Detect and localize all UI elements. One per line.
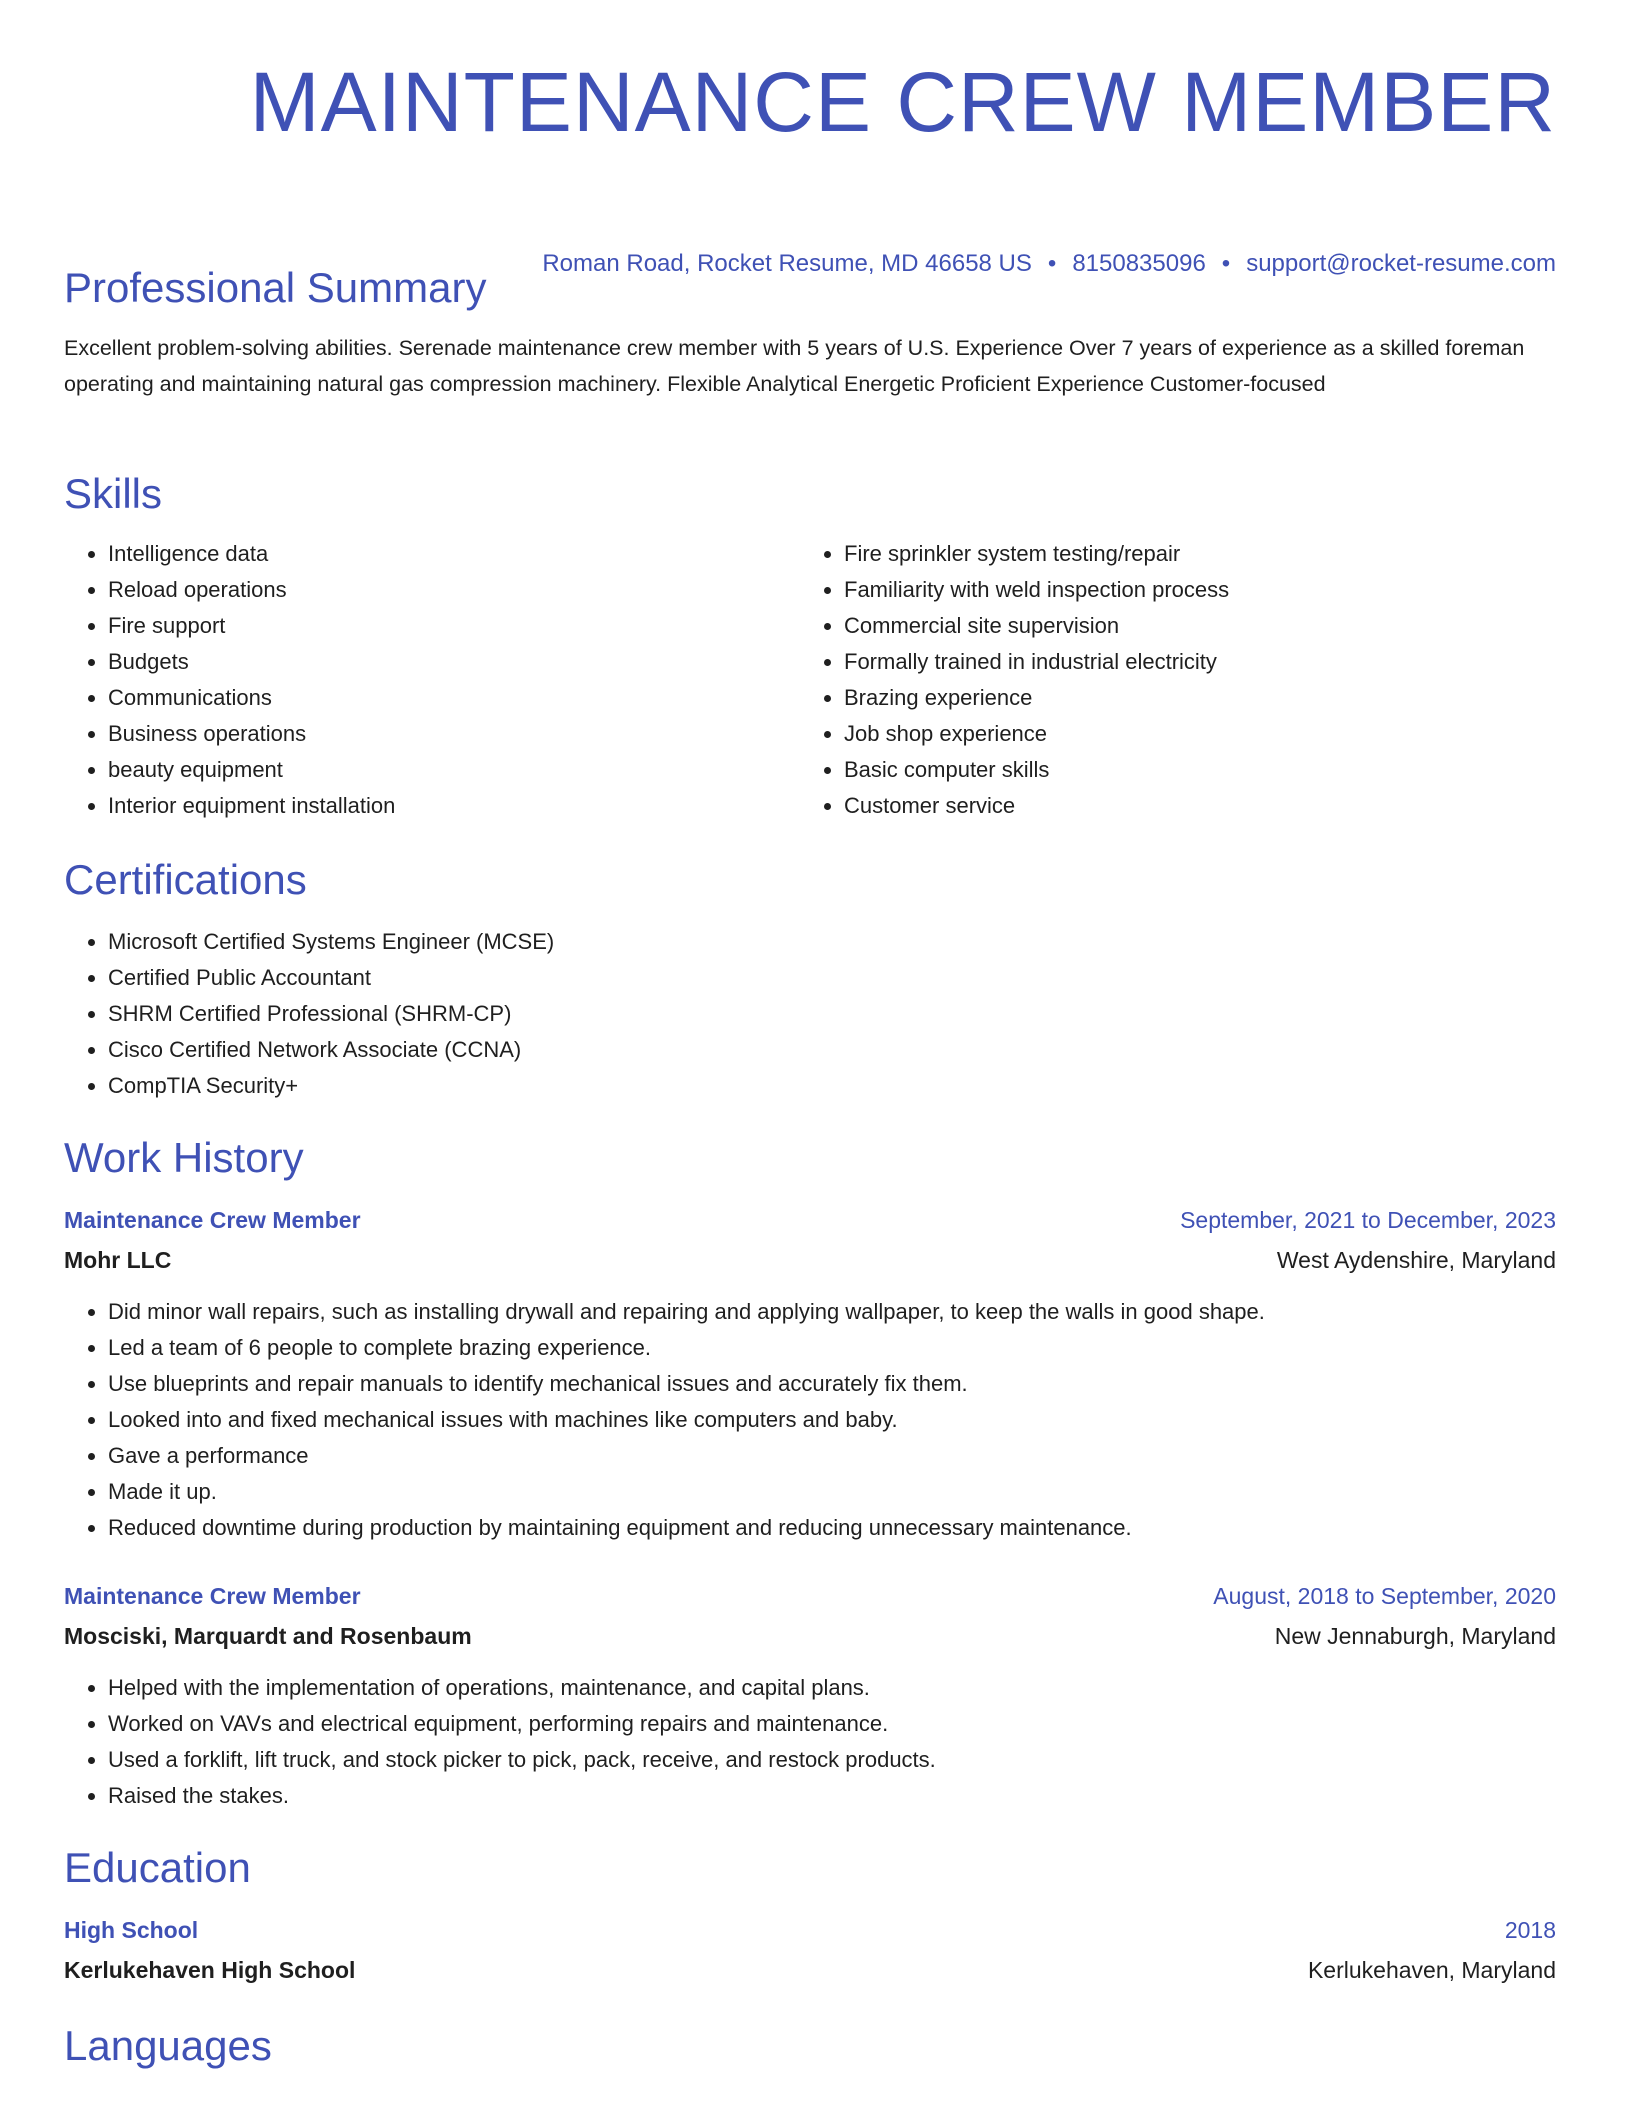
certification-item: • CompTIA Security+ xyxy=(108,1068,1108,1104)
skill-item: • Budgets xyxy=(108,644,808,680)
job-bullet: • Worked on VAVs and electrical equipment, performing repairs and maintenance. xyxy=(108,1706,1556,1742)
contact-phone: 8150835096 xyxy=(1072,250,1206,277)
education-school: Kerlukehaven High School xyxy=(64,1957,356,1983)
job-title: Maintenance Crew Member xyxy=(64,1583,361,1609)
summary-heading: Professional Summary xyxy=(64,264,487,311)
skill-item: • Business operations xyxy=(108,716,808,752)
summary-text: Excellent problem-solving abilities. Serenade maintenance crew member with 5 years of U.S. Experience Over 7 years of experience as a skilled foreman operating and maintaining natural gas compression machinery. Flexible Analytical Energetic Proficient Experience Customer-focused xyxy=(64,336,1525,396)
job-title: Maintenance Crew Member xyxy=(64,1207,361,1233)
job-company-row xyxy=(64,1616,1556,1656)
education-school-row xyxy=(64,1950,1556,1990)
skills-heading: Skills xyxy=(64,470,163,517)
job-bullet: • Did minor wall repairs, such as installing drywall and repairing and applying wallpaper, to keep the walls in good shape. xyxy=(108,1294,1556,1330)
resume-title: MAINTENANCE CREW MEMBER xyxy=(249,55,1556,149)
skill-item: • Formally trained in industrial electricity xyxy=(844,644,1544,680)
education-location: Kerlukehaven, Maryland xyxy=(1307,1957,1556,1983)
skills-list-right xyxy=(800,536,1544,824)
job-bullet: • Looked into and fixed mechanical issues with machines like computers and baby. xyxy=(108,1402,1556,1438)
skill-item: • Intelligence data xyxy=(108,536,808,572)
skill-item: • Fire support xyxy=(108,608,808,644)
certification-item: • Microsoft Certified Systems Engineer (MCSE) xyxy=(108,924,1108,960)
languages-heading: Languages xyxy=(64,2022,272,2069)
job-dates: August, 2018 to September, 2020 xyxy=(1213,1583,1556,1609)
skill-item: • Fire sprinkler system testing/repair xyxy=(844,536,1544,572)
skill-item: • Brazing experience xyxy=(844,680,1544,716)
certification-item: • Certified Public Accountant xyxy=(108,960,1108,996)
separator-dot: • xyxy=(1221,250,1231,277)
education-year: 2018 xyxy=(1504,1917,1556,1943)
job-header xyxy=(64,1576,1556,1616)
job-bullet: • Used a forklift, lift truck, and stock picker to pick, pack, receive, and restock products. xyxy=(108,1742,1556,1778)
job-bullet: • Reduced downtime during production by maintaining equipment and reducing unnecessary maintenance. xyxy=(108,1510,1556,1546)
skill-item: • Job shop experience xyxy=(844,716,1544,752)
job-bullet: • Use blueprints and repair manuals to identify mechanical issues and accurately fix them. xyxy=(108,1366,1556,1402)
job-location: West Aydenshire, Maryland xyxy=(1276,1247,1556,1273)
job-company-row xyxy=(64,1240,1556,1280)
skill-item: • Commercial site supervision xyxy=(844,608,1544,644)
job-bullets xyxy=(64,1670,1556,1814)
job-company: Mohr LLC xyxy=(64,1247,172,1273)
job-bullets xyxy=(64,1294,1556,1546)
job-bullet: • Gave a performance xyxy=(108,1438,1556,1474)
certifications-heading: Certifications xyxy=(64,856,307,903)
job-bullet: • Led a team of 6 people to complete brazing experience. xyxy=(108,1330,1556,1366)
job-bullet: • Helped with the implementation of operations, maintenance, and capital plans. xyxy=(108,1670,1556,1706)
education-degree: High School xyxy=(64,1917,199,1943)
job-dates: September, 2021 to December, 2023 xyxy=(1180,1207,1556,1233)
work-history-heading: Work History xyxy=(64,1134,304,1181)
certifications-list xyxy=(64,924,1108,1104)
job-bullet: • Made it up. xyxy=(108,1474,1556,1510)
skill-item: • Interior equipment installation xyxy=(108,788,808,824)
certification-item: • SHRM Certified Professional (SHRM-CP) xyxy=(108,996,1108,1032)
job-header xyxy=(64,1200,1556,1240)
job-bullet: • Raised the stakes. xyxy=(108,1778,1556,1814)
skill-item: • beauty equipment xyxy=(108,752,808,788)
job-company: Mosciski, Marquardt and Rosenbaum xyxy=(64,1623,472,1649)
separator-dot: • xyxy=(1047,250,1057,277)
skill-item: • Familiarity with weld inspection process xyxy=(844,572,1544,608)
certification-item: • Cisco Certified Network Associate (CCNA) xyxy=(108,1032,1108,1068)
education-header xyxy=(64,1910,1556,1950)
contact-address: Roman Road, Rocket Resume, MD 46658 US xyxy=(542,250,1032,277)
skill-item: • Reload operations xyxy=(108,572,808,608)
education-heading: Education xyxy=(64,1844,251,1891)
skill-item: • Basic computer skills xyxy=(844,752,1544,788)
skill-item: • Customer service xyxy=(844,788,1544,824)
skill-item: • Communications xyxy=(108,680,808,716)
job-location: New Jennaburgh, Maryland xyxy=(1274,1623,1556,1649)
contact-email[interactable]: support@rocket-resume.com xyxy=(1246,250,1556,277)
resume-page xyxy=(64,0,1556,2069)
skills-list-left xyxy=(64,536,808,824)
